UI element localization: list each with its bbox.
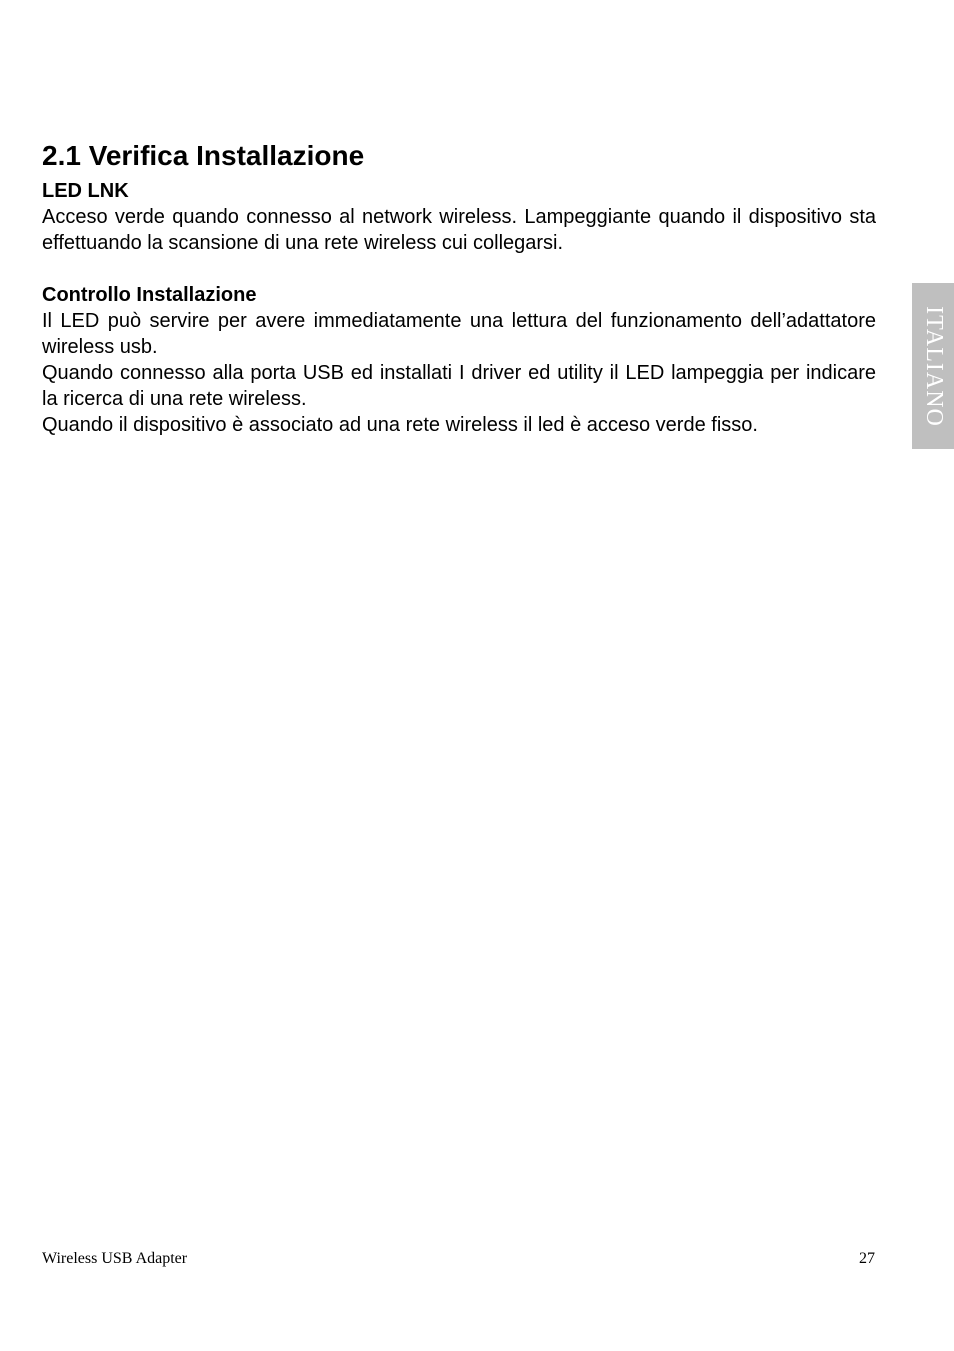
language-side-tab [912, 283, 954, 449]
controllo-paragraph-3: Quando il dispositivo è associato ad una rete wireless il led è acceso verde fisso. [42, 414, 758, 436]
footer-product-name: Wireless USB Adapter [42, 1250, 188, 1267]
footer-page-number: 27 [859, 1250, 875, 1267]
page-content [42, 136, 876, 438]
controllo-paragraph-2: Quando connesso alla porta USB ed installati I driver ed utility il LED lampeggia per indicare la ricerca di una rete wireless. [42, 362, 876, 410]
language-side-tab-label: ITALIANO [920, 305, 947, 427]
controllo-heading: Controllo Installazione [42, 284, 257, 306]
paragraph-spacer [42, 256, 876, 282]
led-lnk-text: Acceso verde quando connesso al network wireless. Lampeggiante quando il dispositivo sta effettuando la scansione di una rete wireless cui collegarsi. [42, 206, 876, 254]
controllo-paragraph-1: Il LED può servire per avere immediatamente una lettura del funzionamento dell’adattatore wireless usb. [42, 310, 876, 358]
section-title: 2.1 Verifica Installazione [42, 140, 365, 171]
led-lnk-heading: LED LNK [42, 180, 129, 202]
